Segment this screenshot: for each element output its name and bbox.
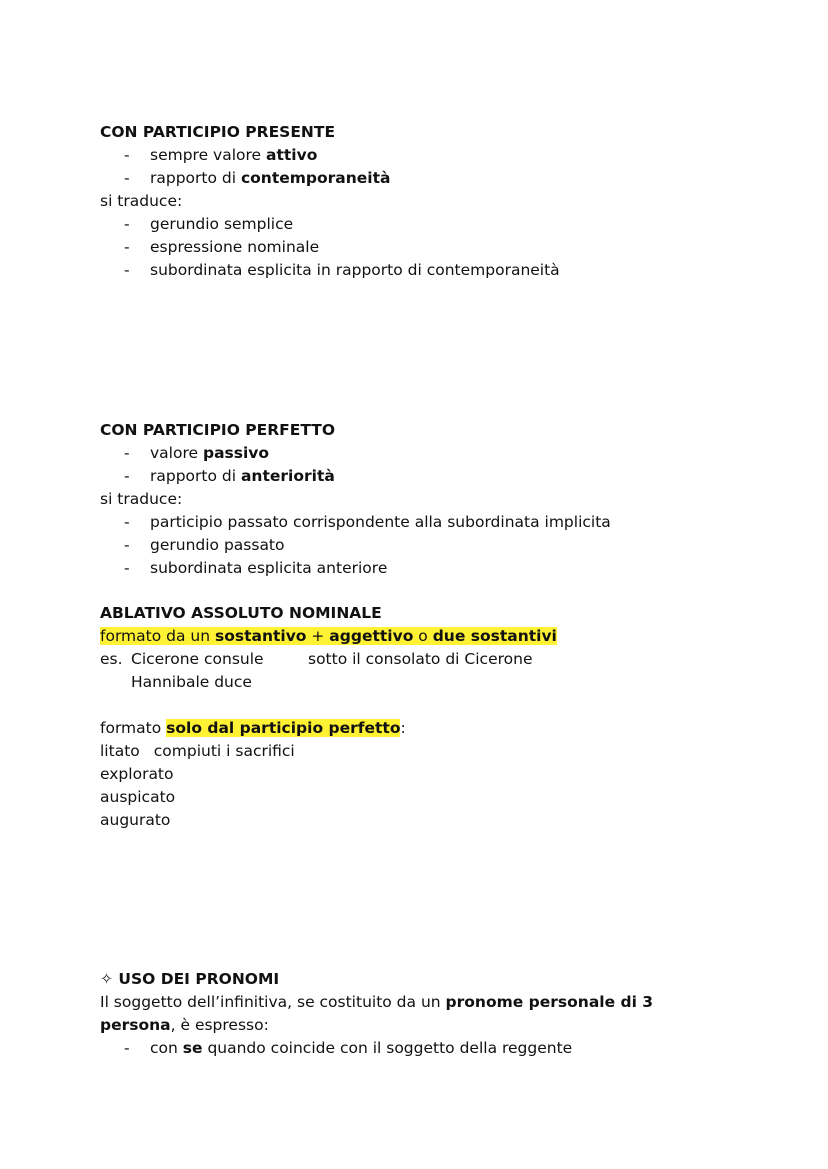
- word-line: [100, 809, 740, 832]
- heading-text: USO DEI PRONOMI: [118, 970, 280, 988]
- list-item: - sempre valore attivo: [124, 146, 318, 164]
- list-item: - con se quando coincide con il soggetto della reggente: [124, 1039, 573, 1057]
- list-item: - subordinata esplicita anteriore: [124, 559, 388, 577]
- item-text: quando coincide con il soggetto della reggente: [202, 1039, 573, 1057]
- definition-line: [100, 717, 740, 740]
- list-item: - participio passato corrispondente alla subordinata implicita: [124, 513, 611, 531]
- list-item: - rapporto di contemporaneità: [124, 169, 391, 187]
- spacer: [100, 694, 740, 717]
- sparkle-icon: ✧: [100, 970, 113, 988]
- latin-word: explorato: [100, 765, 174, 783]
- def-text: o: [413, 627, 433, 645]
- item-text: gerundio semplice: [150, 215, 294, 233]
- def-bold: aggettivo: [329, 627, 414, 645]
- section-participio-presente: [100, 121, 740, 282]
- section-heading: CON PARTICIPIO PERFETTO: [100, 421, 336, 439]
- latin-word: auspicato: [100, 788, 176, 806]
- example-line: [100, 648, 740, 671]
- example-translation: sotto il consolato di Cicerone: [308, 650, 533, 668]
- list-item: - valore passivo: [124, 444, 270, 462]
- paragraph: [100, 991, 700, 1037]
- word-line: [100, 740, 740, 763]
- def-text: +: [306, 627, 330, 645]
- section-ablativo-assoluto: [100, 602, 740, 832]
- def-bold: sostantivo: [214, 627, 307, 645]
- item-bold: se: [182, 1039, 203, 1057]
- section-heading: CON PARTICIPIO PRESENTE: [100, 123, 336, 141]
- item-text: valore: [150, 444, 203, 462]
- example-latin: Cicerone consule: [131, 650, 264, 668]
- section-heading: [100, 968, 700, 991]
- latin-word: augurato: [100, 811, 171, 829]
- def-text: formato: [100, 719, 167, 737]
- item-text: espressione nominale: [150, 238, 320, 256]
- word-translation: compiuti i sacrifici: [153, 742, 295, 760]
- item-text: sempre valore: [150, 146, 267, 164]
- example-latin: Hannibale duce: [131, 673, 252, 691]
- latin-word: litato: [100, 742, 140, 760]
- para-text: , è espresso:: [170, 1016, 269, 1034]
- example-label: es.: [100, 650, 123, 668]
- word-line: [100, 786, 740, 809]
- section-uso-pronomi: [100, 968, 700, 1060]
- list-item: - espressione nominale: [124, 238, 320, 256]
- word-line: [100, 763, 740, 786]
- item-text: subordinata esplicita in rapporto di contemporaneità: [150, 261, 560, 279]
- list-item: - gerundio semplice: [124, 215, 294, 233]
- item-bold: passivo: [202, 444, 270, 462]
- para-bold: pronome personale di 3 persona: [100, 993, 654, 1034]
- item-bold: anteriorità: [240, 467, 335, 485]
- section-participio-perfetto: [100, 419, 740, 580]
- translates-label: si traduce:: [100, 192, 183, 210]
- item-text: gerundio passato: [150, 536, 285, 554]
- def-bold: due sostantivi: [432, 627, 557, 645]
- list-item: - subordinata esplicita in rapporto di contemporaneità: [124, 261, 560, 279]
- para-text: Il soggetto dell’infinitiva, se costituito da un: [100, 993, 446, 1011]
- def-bold: solo dal participio perfetto: [166, 719, 401, 737]
- item-bold: attivo: [266, 146, 318, 164]
- item-text: participio passato corrispondente alla subordinata implicita: [150, 513, 611, 531]
- def-text: formato da un: [100, 627, 215, 645]
- def-text: :: [400, 719, 406, 737]
- example-line: [100, 671, 740, 694]
- translates-label: si traduce:: [100, 490, 183, 508]
- item-bold: contemporaneità: [240, 169, 391, 187]
- list-item: - gerundio passato: [124, 536, 285, 554]
- item-text: rapporto di: [150, 467, 241, 485]
- item-text: subordinata esplicita anteriore: [150, 559, 388, 577]
- section-heading: ABLATIVO ASSOLUTO NOMINALE: [100, 604, 382, 622]
- item-text: rapporto di: [150, 169, 241, 187]
- definition-line: [100, 625, 740, 648]
- item-text: con: [150, 1039, 183, 1057]
- list-item: - rapporto di anteriorità: [124, 467, 335, 485]
